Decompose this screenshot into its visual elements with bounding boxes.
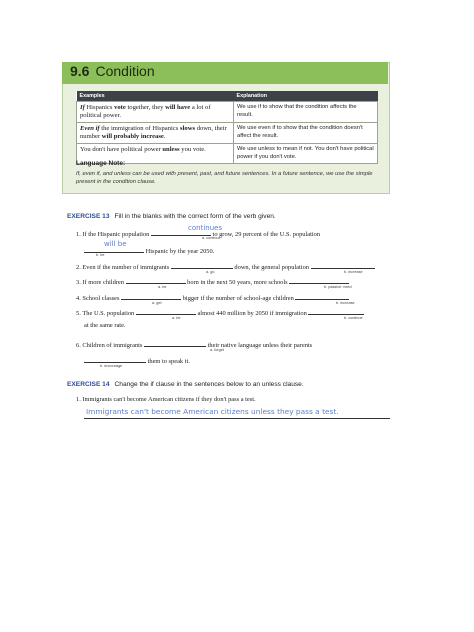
ex13-q5-line1: 5. The U.S. population almost 440 million by 2050 if immigration [76,308,364,317]
section-number: 9.6 [70,63,90,79]
exercise-13-instruction: Fill in the blanks with the correct form of the verb given. [114,213,276,220]
column-header-explanation: Explanation [234,91,378,102]
section-name: Condition [95,63,155,79]
ex13-q6-line1: 6. Children of immigrants their native language unless their parents [76,342,313,349]
ex13-q1-hint-b: b. be [96,253,105,257]
ex13-q4-line: 4. School classes bigger if the number of school-age children [76,293,349,302]
ex13-q6-line2: them to speak it. [84,356,190,365]
ex13-q3-line: 3. If more children born in the next 50 years, more schools [76,277,349,286]
exercise-14-label: EXERCISE 14 [67,381,110,388]
ex13-q1-hint-a: a. continue [202,236,221,240]
ex13-q2-blank-b[interactable] [311,262,375,269]
ex13-q6-hint-a: a. forget [210,348,224,352]
explanation-cell: We use unless to mean if not. You don't have political power if you don't vote. [234,144,378,164]
ex13-q6-blank-b[interactable] [84,356,146,363]
ex13-q3-hint-b: b. passive: need [324,285,352,289]
ex13-q1-answer-b: will be [104,240,127,248]
ex13-q2-hint-a: a. go [206,270,215,274]
example-cell: If Hispanics vote together, they will have a lot of political power. [77,102,234,123]
ex13-q4-blank-a[interactable] [121,293,181,300]
ex13-q5-blank-a[interactable] [136,308,196,315]
explanation-cell: We use if to show that the condition affects the result. [234,102,378,123]
exercise-13-label: EXERCISE 13 [67,213,110,220]
example-cell: Even if the immigration of Hispanics slows down, their number will probably increase. [77,123,234,144]
exercise-13-heading [67,213,276,220]
ex13-q6-hint-b: b. encourage [100,364,123,368]
ex14-q1-answer-line[interactable] [84,418,390,419]
language-note-title: Language Note: [76,160,126,167]
ex13-q5-blank-b[interactable] [308,308,364,315]
ex13-q5-hint-a: a. be [172,316,181,320]
table-row [77,102,378,123]
exercise-14-heading [67,381,304,388]
condition-table [76,91,378,164]
ex13-q3-blank-a[interactable] [126,277,186,284]
column-header-examples: Examples [77,91,234,102]
language-note-text: If, even if, and unless can be used with present, past, and future sentences. In a future sentence, we use the simple present in the condition clause. [76,171,373,185]
ex13-q4-blank-b[interactable] [295,293,349,300]
ex14-q1-line: 1. Immigrants can't become American citizens if they don't pass a test. [76,396,256,403]
ex13-q2-line: 2. Even if the number of immigrants down, the general population [76,262,375,271]
ex13-q6-blank-a[interactable] [144,340,206,347]
table-row [77,123,378,144]
ex13-q3-hint-a: a. be [158,285,167,289]
ex13-q5-hint-b: b. continue [344,316,363,320]
ex13-q3-blank-b[interactable] [289,277,349,284]
ex13-q2-hint-b: b. increase [344,270,363,274]
example-cell: You don't have political power unless you vote. [77,144,234,164]
explanation-cell: We use even if to show that the condition doesn't affect the result. [234,123,378,144]
ex13-q5-line2: at the same rate. [84,322,126,329]
ex13-q1-line2: Hispanic by the year 2050. [84,246,214,255]
ex13-q2-blank-a[interactable] [171,262,233,269]
ex13-q1-line1: 1. If the Hispanic population to grow, 29 percent of the U.S. population [76,231,321,238]
section-title [70,63,155,79]
ex13-q1-answer-a: continues [188,224,223,232]
ex14-q1-answer: Immigrants can't become American citizens unless they pass a test. [86,407,339,416]
ex13-q4-hint-a: a. get [152,301,162,305]
ex13-q4-hint-b: b. increase [336,301,355,305]
exercise-14-instruction: Change the if clause in the sentences below to an unless clause. [114,381,304,388]
